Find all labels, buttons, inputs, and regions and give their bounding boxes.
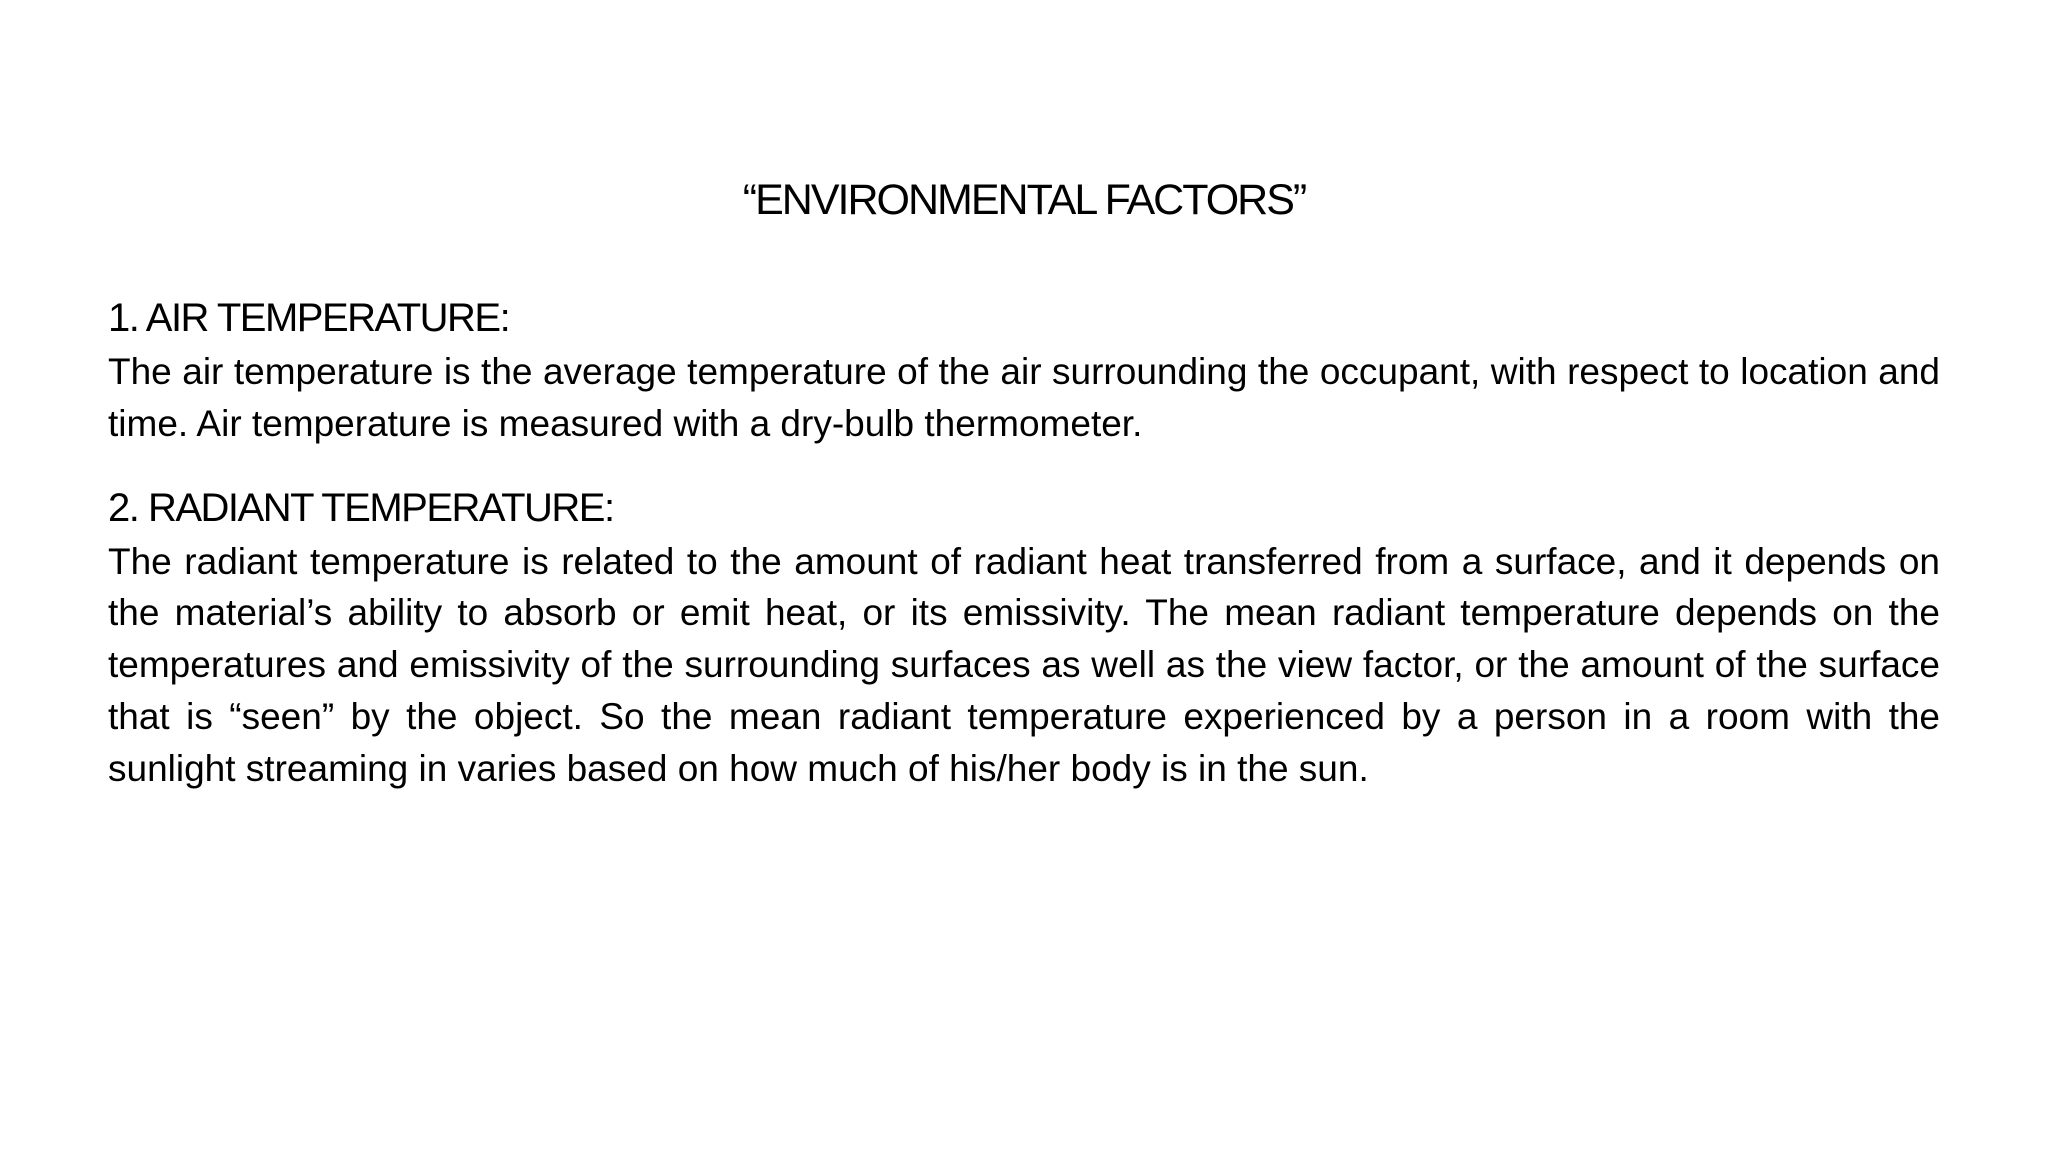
section-air-temperature	[108, 290, 1940, 450]
slide-title: “ENVIRONMENTAL FACTORS”	[742, 176, 1306, 224]
slide-content	[108, 290, 1940, 825]
section-body: The air temperature is the average temperature of the air surrounding the occupant, with respect to location and time. Air temperature is measured with a dry-bulb thermometer.	[108, 351, 1940, 444]
section-heading: 2. RADIANT TEMPERATURE:	[108, 485, 614, 530]
section-radiant-temperature	[108, 480, 1940, 795]
section-heading: 1. AIR TEMPERATURE:	[108, 296, 510, 340]
section-body: The radiant temperature is related to the amount of radiant heat transferred from a surface, and it depends on the material’s ability to absorb or emit heat, or its emissivity. The mean radiant temperature depends on the temperatures and emissivity of the surrounding surfaces as well as the view factor, or the amount of the surface that is “seen” by the object. So the mean radiant temperature experienced by a person in a room with the sunlight streaming in varies based on how much of his/her body is in the sun.	[108, 540, 1940, 789]
